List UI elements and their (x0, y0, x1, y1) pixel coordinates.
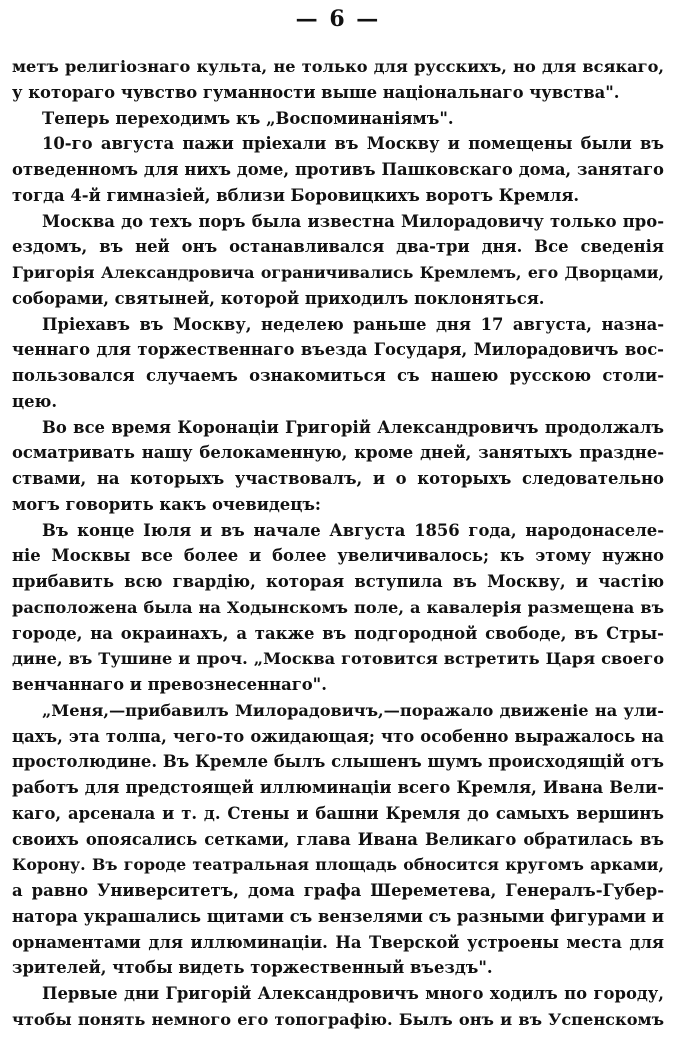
text-line: Теперь переходимъ къ „Воспоминанiямъ". (42, 108, 454, 128)
text-line: ченнаго для торжественнаго въезда Государя, Милорадовичъ вос- (12, 340, 664, 360)
text-line: соборами, святыней, которой приходилъ поклоняться. (12, 288, 545, 308)
text-line: зрителей, чтобы видеть торжественный въездъ". (12, 958, 493, 978)
text-line: осматривать нашу белокаменную, кроме дней, занятыхъ празднe- (12, 443, 664, 463)
text-line: Москва до техъ поръ была известна Милорадовичу только про- (42, 211, 664, 231)
text-line: Прiехавъ въ Москву, неделею раньше дня 17 августа, назна- (42, 314, 664, 334)
text-line: тогда 4-й гимназiей, вблизи Боровицкихъ воротъ Кремля. (12, 185, 580, 205)
page-number: — 6 — (295, 6, 381, 32)
text-line: своихъ опоясались сетками, глава Ивана Великаго обратилась въ (12, 829, 664, 849)
text-line: Первые дни Григорiй Александровичъ много ходилъ по городу, (42, 984, 664, 1003)
text-line: Въ конце Iюля и въ начале Августа 1856 года, народонаселе- (42, 520, 664, 540)
text-line: могъ говорить какъ очевидецъ: (12, 494, 321, 514)
text-line: ствами, на которыхъ участвовалъ, и о которыхъ следовательно (12, 469, 664, 488)
text-line: каго, арсенала и т. д. Стены и башни Кремля до самыхъ вершинъ (12, 803, 664, 823)
text-line: 10-го августа пажи прiехали въ Москву и помещены были въ (42, 134, 664, 154)
text-line: Во все время Коронацiи Григорiй Александровичъ продолжалъ (42, 417, 664, 437)
text-line: отведенномъ для нихъ доме, противъ Пашковскаго дома, занятаго (12, 160, 664, 179)
text-line: пользовался случаемъ ознакомиться съ нашею русскою столи- (12, 366, 664, 385)
text-line: городе, на окраинахъ, а также въ подгородной свободе, въ Стры- (12, 623, 664, 643)
text-line: метъ религiознаго культа, не только для русскихъ, но для всякаго, (12, 57, 664, 76)
text-line: орнаментами для иллюминацiи. На Тверской устроены места для (12, 932, 664, 952)
text-line: работъ для предстоящей иллюминацiи всего Кремля, Ивана Вели- (12, 778, 664, 797)
text-line: а равно Университетъ, дома графа Шереметева, Генералъ-Губер- (12, 881, 664, 900)
text-line: простолюдине. Въ Кремле былъ слышенъ шумъ происходящiй отъ (12, 752, 664, 772)
text-line: цахъ, эта толпа, чего-то ожидающая; что особенно выражалось на (12, 726, 664, 746)
text-line: цею. (12, 391, 58, 411)
text-line: „Меня,—прибавилъ Милорадовичъ,—поражало движенiе на ули- (42, 700, 664, 720)
body-text (12, 54, 664, 1033)
text-line: расположена была на Ходынскомъ поле, а кавалерiя размещена въ (12, 597, 664, 617)
text-line: у котораго чувство гуманности выше нацiональнаго чувства". (12, 82, 620, 102)
text-line: Корону. Въ городе театральная площадь обносится кругомъ арками, (12, 855, 664, 875)
text-line: ездомъ, въ ней онъ останавливался два-три дня. Все сведенiя (12, 237, 664, 257)
text-line: чтобы понять немного его топографiю. Былъ онъ и въ Успенскомъ (12, 1009, 664, 1029)
text-line: венчаннаго и превознесеннаго". (12, 675, 327, 694)
text-line: прибавить всю гвардiю, которая вступила въ Москву, и частiю (12, 572, 664, 591)
text-line: дине, въ Тушине и проч. „Москва готовится встретить Царя своего (12, 649, 664, 669)
text-line: Григорiя Александровича ограничивались Кремлемъ, его Дворцами, (12, 263, 664, 282)
text-line: натора украшались щитами съ вензелями съ разными фигурами и (12, 906, 664, 926)
text-line: нiе Москвы все более и более увеличивалось; къ этому нужно (12, 546, 664, 566)
